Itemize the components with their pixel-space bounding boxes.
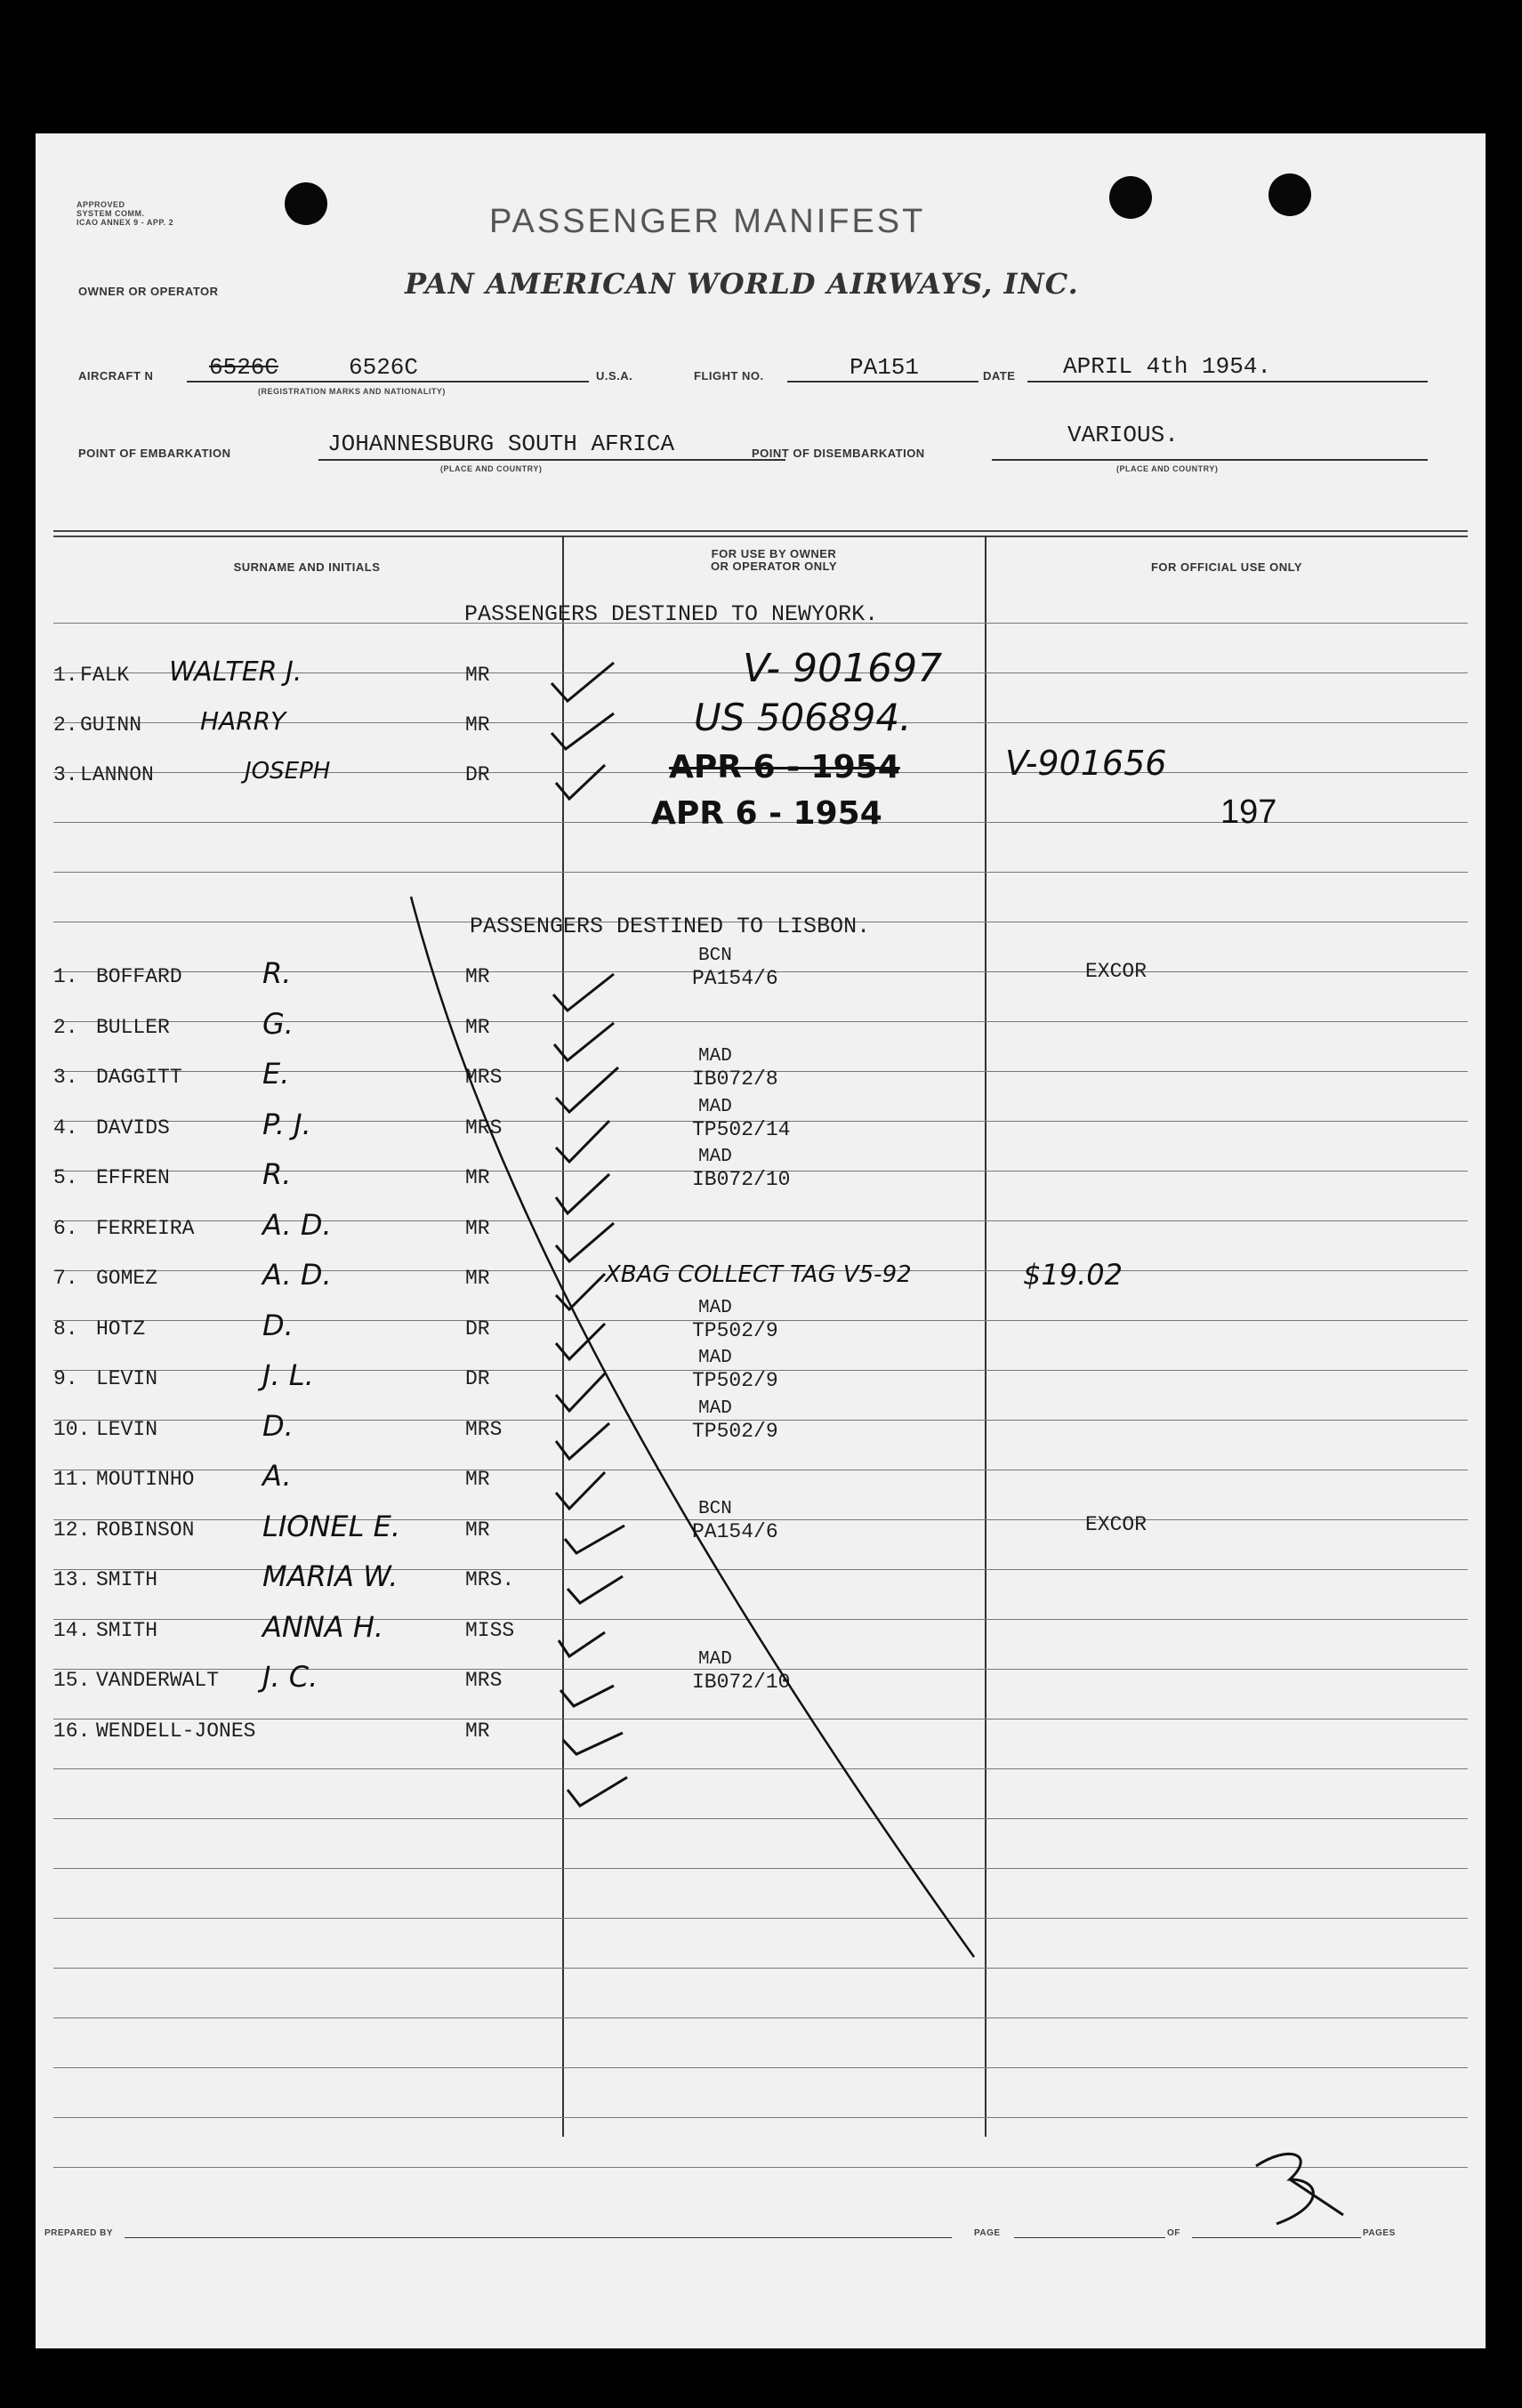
check-mark [556,1223,614,1261]
passenger-note-top: MAD [698,1147,732,1167]
list-item-number: 13. [53,1568,91,1591]
passenger-surname: LEVIN [96,1417,158,1441]
passenger-title: MR [465,1719,490,1743]
list-item-number: 6. [53,1216,78,1240]
passenger-surname: FALK [80,664,130,687]
passenger-title: DR [465,1317,490,1341]
passenger-surname: MOUTINHO [96,1468,195,1491]
passenger-forename: HARRY [200,706,286,736]
passenger-forename: A. [262,1459,292,1493]
passenger-forename: D. [262,1308,294,1342]
passenger-title: MR [465,1216,490,1240]
passenger-forename: WALTER J. [169,656,302,688]
aircraft-label: AIRCRAFT N [78,369,154,383]
of-label: OF [1167,2228,1180,2238]
passenger-surname: LEVIN [96,1367,158,1390]
manifest-sheet [36,133,1486,2348]
passenger-forename: G. [262,1006,294,1041]
passenger-official: EXCOR [1085,1512,1148,1536]
col-header-official: FOR OFFICIAL USE ONLY [1150,560,1303,574]
underline [1192,2237,1361,2238]
date-stamp: APR 6 - 1954 [651,795,882,832]
passenger-surname: DAVIDS [96,1115,170,1140]
strike-through-line [411,897,974,1957]
flight-value: PA151 [850,354,920,381]
disembarkation-sub: (PLACE AND COUNTRY) [1116,464,1219,473]
passenger-note-top: BCN [698,1498,732,1519]
pages-label: PAGES [1363,2228,1396,2238]
col-header-surname: SURNAME AND INITIALS [233,560,381,574]
list-item-number: 16. [53,1719,91,1743]
check-mark [553,974,614,1011]
passenger-surname: HOTZ [96,1317,146,1341]
passenger-forename: A. D. [262,1207,332,1242]
passenger-title: MR [465,1015,490,1039]
list-item-number: 7. [53,1267,78,1290]
passenger-forename: LIONEL E. [262,1509,400,1543]
check-mark [556,1423,609,1459]
underline [125,2237,952,2238]
passenger-surname: WENDELL-JONES [96,1719,256,1743]
prepared-by-label: PREPARED BY [44,2228,113,2238]
embarkation-value: JOHANNESBURG SOUTH AFRICA [327,431,675,457]
passenger-note: TP502/9 [692,1318,778,1342]
check-mark [560,1686,614,1706]
check-mark [568,1777,627,1806]
approval-line: SYSTEM COMM. [77,209,145,218]
passenger-title: MR [465,1518,490,1542]
passenger-official: $19.02 [1023,1258,1123,1292]
passenger-forename: J. L. [262,1358,314,1392]
check-marks [36,133,1486,2348]
approval-line: APPROVED [77,200,125,209]
passenger-surname: DAGGITT [96,1066,182,1089]
passenger-title: MRS [465,1066,503,1089]
check-mark [556,1067,618,1112]
list-item-number: 2. [53,1015,78,1039]
passenger-note-stamp: APR 6 - 1954 [669,749,900,785]
page-number-mark [1256,2154,1343,2224]
check-mark [552,713,614,749]
page-label: PAGE [974,2228,1001,2238]
passenger-title: MRS [465,1669,503,1692]
aircraft-sub: (REGISTRATION MARKS AND NATIONALITY) [258,387,446,396]
passenger-note: TP502/14 [692,1117,791,1141]
passenger-surname: GOMEZ [96,1267,158,1290]
passenger-forename: MARIA W. [262,1559,399,1593]
underline [1014,2237,1165,2238]
passenger-title: DR [465,763,490,786]
disembarkation-label: POINT OF DISEMBARKATION [752,447,925,460]
passenger-forename: P. J. [262,1107,311,1141]
list-item-number: 1. [53,965,78,988]
list-item-number: 5. [53,1166,78,1189]
embarkation-sub: (PLACE AND COUNTRY) [440,464,543,473]
owner-name: PAN AMERICAN WORLD AIRWAYS, INC. [405,267,1079,301]
passenger-note: TP502/9 [692,1369,778,1392]
passenger-title: MR [465,713,490,737]
group-heading: PASSENGERS DESTINED TO LISBON. [470,914,871,939]
passenger-title: MR [465,1267,490,1290]
date-value: APRIL 4th 1954. [1063,353,1272,380]
official-number: 197 [1220,793,1277,831]
passenger-note-top: MAD [698,1649,732,1670]
passenger-surname: BULLER [96,1015,170,1039]
check-mark [565,1526,624,1553]
list-item-number: 14. [53,1618,91,1642]
passenger-surname: FERREIRA [96,1216,195,1240]
check-mark [556,1174,609,1213]
passenger-note-top: MAD [698,1297,732,1318]
check-mark [556,1324,605,1359]
passenger-title: DR [465,1367,490,1390]
passenger-surname: VANDERWALT [96,1669,220,1692]
passenger-surname: BOFFARD [96,965,182,988]
approval-line: ICAO ANNEX 9 - APP. 2 [77,218,174,227]
list-item-number: 8. [53,1317,78,1341]
passenger-forename: JOSEPH [245,758,331,785]
passenger-surname: SMITH [96,1568,158,1591]
passenger-note-top: MAD [698,1397,732,1419]
passenger-forename: R. [262,956,292,990]
check-mark [556,1373,605,1411]
owner-label: OWNER OR OPERATOR [78,285,219,298]
passenger-surname: ROBINSON [96,1518,195,1542]
passenger-title: MRS. [465,1568,515,1591]
list-item-number: 3. [53,763,78,786]
passenger-note-top: MAD [698,1046,732,1067]
passenger-note-top: BCN [698,946,732,966]
passenger-note: PA154/6 [692,967,778,990]
passenger-official: EXCOR [1085,960,1148,983]
passenger-forename: R. [262,1157,292,1191]
passenger-note: IB072/8 [692,1067,778,1091]
passenger-title: MRS [465,1115,503,1140]
passenger-official: V-901656 [1005,744,1167,783]
passenger-forename: A. D. [262,1258,332,1292]
passenger-title: MR [465,965,490,988]
passenger-title: MR [465,1468,490,1491]
embarkation-label: POINT OF EMBARKATION [78,447,231,460]
check-mark [563,1733,623,1754]
usa-label: U.S.A. [596,369,633,383]
check-mark [552,663,614,701]
passenger-title: MRS [465,1417,503,1441]
aircraft-value: 6526C [349,354,419,381]
passenger-note: US 506894. [694,696,912,739]
passenger-note-top: MAD [698,1096,732,1117]
list-item-number: 2. [53,713,78,737]
date-label: DATE [983,369,1016,383]
passenger-note: PA154/6 [692,1519,778,1543]
check-mark [556,765,605,799]
col-header-owner-line: OR OPERATOR ONLY [710,560,838,573]
list-item-number: 12. [53,1518,91,1542]
disembarkation-value: VARIOUS. [1067,422,1179,448]
check-mark [556,1121,609,1162]
passenger-note: V- 901697 [743,646,943,691]
passenger-surname: LANNON [80,763,154,786]
check-mark [554,1023,614,1060]
passenger-surname: EFFREN [96,1166,170,1189]
list-item-number: 9. [53,1367,78,1390]
passenger-note: IB072/10 [692,1671,791,1694]
passenger-title: MR [465,664,490,687]
list-item-number: 15. [53,1669,91,1692]
passenger-note: IB072/10 [692,1168,791,1191]
passenger-title: MR [465,1166,490,1189]
list-item-number: 1. [53,664,78,687]
check-mark [559,1632,605,1656]
list-item-number: 10. [53,1417,91,1441]
page-title: PASSENGER MANIFEST [489,203,926,240]
group-heading: PASSENGERS DESTINED TO NEWYORK. [464,601,879,627]
col-header-owner-line: FOR USE BY OWNER [711,547,837,560]
passenger-surname: SMITH [96,1618,158,1642]
check-mark [568,1576,623,1603]
passenger-note: XBAG COLLECT TAG V5-92 [605,1261,912,1288]
check-mark [556,1472,605,1509]
passenger-forename: J. C. [262,1660,318,1694]
passenger-forename: D. [262,1408,294,1443]
passenger-note: TP502/9 [692,1419,778,1443]
list-item-number: 3. [53,1066,78,1089]
passenger-forename: E. [262,1057,290,1091]
passenger-forename: ANNA H. [262,1609,384,1644]
list-item-number: 4. [53,1115,78,1140]
flight-label: FLIGHT NO. [694,369,764,383]
passenger-surname: GUINN [80,713,142,737]
list-item-number: 11. [53,1468,91,1491]
aircraft-struck: 6526C [209,354,279,381]
passenger-note-top: MAD [698,1348,732,1368]
passenger-title: MISS [465,1618,515,1642]
